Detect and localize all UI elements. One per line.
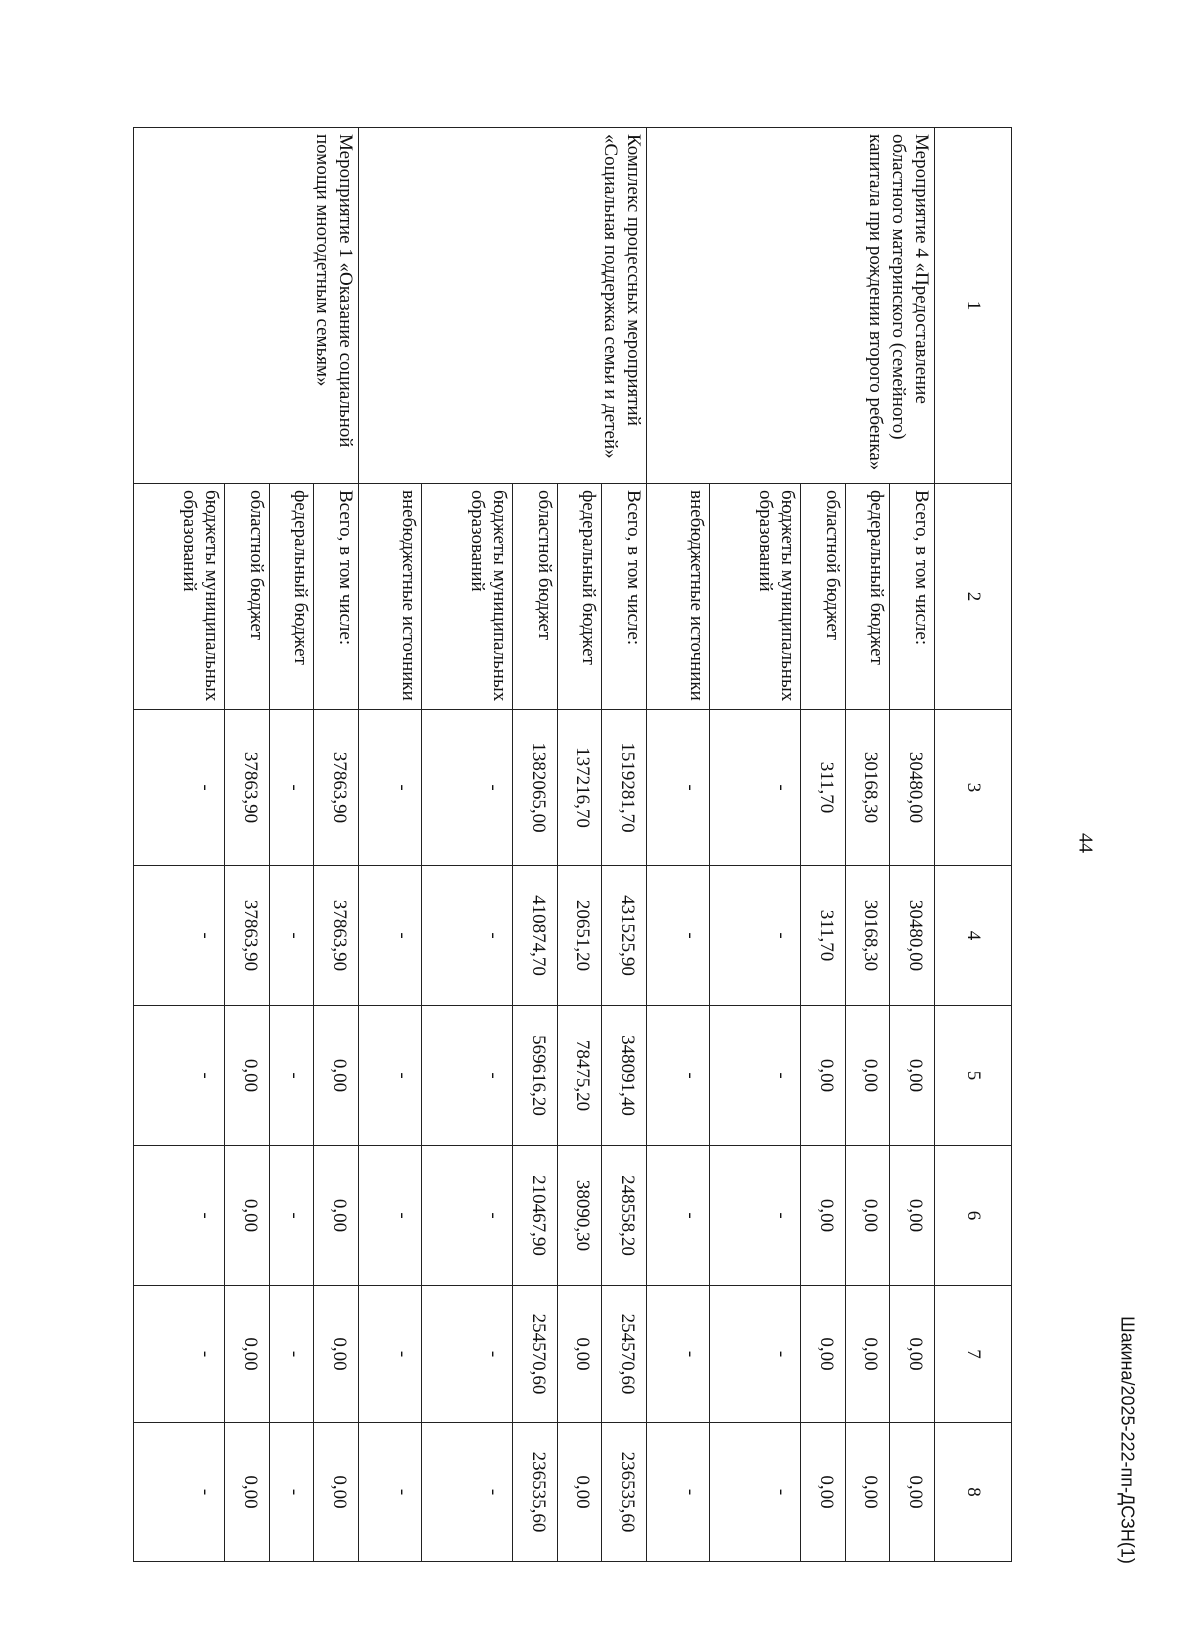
- amount-cell: 311,70: [801, 866, 845, 1006]
- amount-cell: 0,00: [801, 1423, 845, 1562]
- measure-title: Мероприятие 4 «Предоставление областного материнского (семейного) капитала при рождении второго ребенка»: [646, 128, 934, 484]
- document-code: Шакина/2025-222-пп-ДСЗН(1): [1117, 1316, 1138, 1564]
- amount-cell: 254570,60: [513, 1286, 557, 1423]
- amount-cell: 20651,20: [557, 866, 601, 1006]
- amount-cell: 0,00: [225, 1423, 269, 1562]
- amount-cell: 0,00: [314, 1423, 358, 1562]
- funding-table: [133, 127, 1012, 1562]
- amount-cell: -: [134, 1146, 225, 1286]
- amount-cell: 236535,60: [602, 1423, 646, 1562]
- amount-cell: -: [646, 710, 709, 866]
- amount-cell: -: [358, 866, 421, 1006]
- amount-cell: 0,00: [314, 1146, 358, 1286]
- amount-cell: -: [646, 1286, 709, 1423]
- amount-cell: -: [422, 1286, 513, 1423]
- measure-title: Мероприятие 1 «Оказание социальной помощи многодетным семьям»: [134, 128, 359, 484]
- amount-cell: -: [646, 1146, 709, 1286]
- amount-cell: -: [422, 710, 513, 866]
- amount-cell: -: [134, 1286, 225, 1423]
- amount-cell: 431525,90: [602, 866, 646, 1006]
- table-row: [890, 128, 934, 1562]
- funding-source-label: федеральный бюджет: [557, 484, 601, 710]
- amount-cell: 1382065,00: [513, 710, 557, 866]
- amount-cell: 30168,30: [845, 710, 889, 866]
- funding-source-label: Всего, в том числе:: [602, 484, 646, 710]
- amount-cell: 37863,90: [314, 710, 358, 866]
- column-header: 4: [934, 866, 1011, 1006]
- amount-cell: -: [710, 1423, 801, 1562]
- amount-cell: 30168,30: [845, 866, 889, 1006]
- amount-cell: 348091,40: [602, 1006, 646, 1146]
- funding-source-label: внебюджетные источники: [646, 484, 709, 710]
- amount-cell: 0,00: [890, 1146, 934, 1286]
- amount-cell: 37863,90: [225, 710, 269, 866]
- amount-cell: 37863,90: [225, 866, 269, 1006]
- amount-cell: -: [646, 866, 709, 1006]
- amount-cell: -: [269, 866, 313, 1006]
- amount-cell: 210467,90: [513, 1146, 557, 1286]
- amount-cell: -: [710, 866, 801, 1006]
- measure-title: Комплекс процессных мероприятий «Социальная поддержка семьи и детей»: [358, 128, 646, 484]
- amount-cell: 0,00: [801, 1146, 845, 1286]
- amount-cell: -: [422, 866, 513, 1006]
- amount-cell: 569616,20: [513, 1006, 557, 1146]
- table-row: [602, 128, 646, 1562]
- amount-cell: -: [710, 1146, 801, 1286]
- amount-cell: 37863,90: [314, 866, 358, 1006]
- amount-cell: 236535,60: [513, 1423, 557, 1562]
- page-number: 44: [1074, 833, 1097, 853]
- funding-source-label: федеральный бюджет: [845, 484, 889, 710]
- amount-cell: 0,00: [845, 1006, 889, 1146]
- column-header: 3: [934, 710, 1011, 866]
- amount-cell: 137216,70: [557, 710, 601, 866]
- column-header: 5: [934, 1006, 1011, 1146]
- amount-cell: -: [710, 710, 801, 866]
- column-header: 7: [934, 1286, 1011, 1423]
- amount-cell: -: [710, 1286, 801, 1423]
- amount-cell: -: [358, 1423, 421, 1562]
- amount-cell: 30480,00: [890, 710, 934, 866]
- amount-cell: -: [422, 1423, 513, 1562]
- amount-cell: 0,00: [225, 1286, 269, 1423]
- amount-cell: 0,00: [845, 1286, 889, 1423]
- funding-table-rotated: [133, 127, 1012, 1561]
- funding-source-label: Всего, в том числе:: [314, 484, 358, 710]
- amount-cell: 0,00: [890, 1423, 934, 1562]
- amount-cell: 78475,20: [557, 1006, 601, 1146]
- amount-cell: -: [269, 710, 313, 866]
- amount-cell: 410874,70: [513, 866, 557, 1006]
- column-header: 6: [934, 1146, 1011, 1286]
- amount-cell: -: [422, 1146, 513, 1286]
- amount-cell: 0,00: [557, 1423, 601, 1562]
- amount-cell: 0,00: [314, 1286, 358, 1423]
- amount-cell: 1519281,70: [602, 710, 646, 866]
- amount-cell: 0,00: [314, 1006, 358, 1146]
- column-header: 8: [934, 1423, 1011, 1562]
- amount-cell: 0,00: [890, 1286, 934, 1423]
- amount-cell: -: [358, 1286, 421, 1423]
- funding-source-label: бюджеты муниципальных образований: [422, 484, 513, 710]
- column-header: 1: [934, 128, 1011, 484]
- table-row: [314, 128, 358, 1562]
- amount-cell: 0,00: [225, 1146, 269, 1286]
- amount-cell: -: [358, 710, 421, 866]
- header-row: [934, 128, 1011, 1562]
- amount-cell: -: [269, 1423, 313, 1562]
- amount-cell: 0,00: [557, 1286, 601, 1423]
- funding-source-label: бюджеты муниципальных образований: [710, 484, 801, 710]
- amount-cell: 0,00: [845, 1423, 889, 1562]
- amount-cell: 0,00: [801, 1286, 845, 1423]
- amount-cell: -: [358, 1146, 421, 1286]
- amount-cell: -: [422, 1006, 513, 1146]
- amount-cell: 38090,30: [557, 1146, 601, 1286]
- amount-cell: -: [269, 1146, 313, 1286]
- amount-cell: -: [134, 1423, 225, 1562]
- amount-cell: 0,00: [801, 1006, 845, 1146]
- funding-source-label: Всего, в том числе:: [890, 484, 934, 710]
- amount-cell: -: [710, 1006, 801, 1146]
- amount-cell: 0,00: [845, 1146, 889, 1286]
- funding-source-label: бюджеты муниципальных образований: [134, 484, 225, 710]
- amount-cell: 311,70: [801, 710, 845, 866]
- amount-cell: 248558,20: [602, 1146, 646, 1286]
- amount-cell: 0,00: [225, 1006, 269, 1146]
- amount-cell: -: [269, 1286, 313, 1423]
- amount-cell: -: [134, 710, 225, 866]
- amount-cell: -: [134, 866, 225, 1006]
- funding-source-label: областной бюджет: [513, 484, 557, 710]
- amount-cell: -: [269, 1006, 313, 1146]
- amount-cell: 30480,00: [890, 866, 934, 1006]
- amount-cell: 254570,60: [602, 1286, 646, 1423]
- funding-source-label: областной бюджет: [801, 484, 845, 710]
- amount-cell: -: [646, 1423, 709, 1562]
- amount-cell: -: [646, 1006, 709, 1146]
- amount-cell: -: [358, 1006, 421, 1146]
- amount-cell: -: [134, 1006, 225, 1146]
- funding-source-label: федеральный бюджет: [269, 484, 313, 710]
- amount-cell: 0,00: [890, 1006, 934, 1146]
- column-header: 2: [934, 484, 1011, 710]
- funding-source-label: внебюджетные источники: [358, 484, 421, 710]
- funding-source-label: областной бюджет: [225, 484, 269, 710]
